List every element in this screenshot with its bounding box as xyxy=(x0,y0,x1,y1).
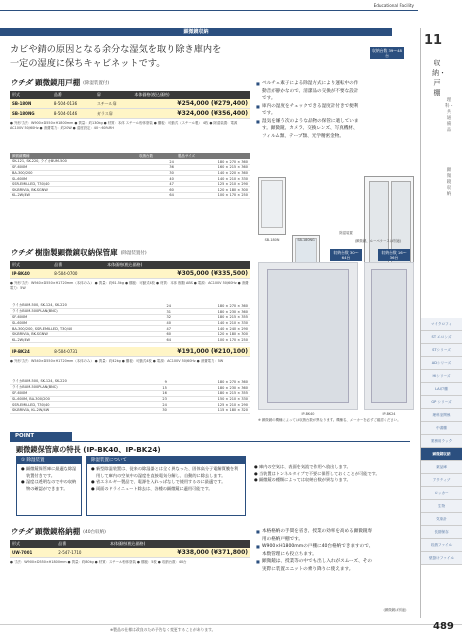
model-cell: SSR-EMILLED, T30/40 xyxy=(10,181,137,187)
product-1-notes: ● 外形寸法：W900×D550×H1800mm ● 質量：約130kg ● 材質：本体 スチール粉体塗装 ● 棚板：可動式（スチール製） 4枚 ● 除湿装置：電源 AC100V 50/60Hz ● 消費電力：約20W ● 湿度設定：40～60%RH xyxy=(10,121,238,130)
section-label: Educational Facility xyxy=(373,3,414,8)
product-3-subtitle: (40台収納) xyxy=(83,529,106,535)
model-cell: SK-BRIVIA, BK-SGNW xyxy=(10,331,154,337)
model-cell: KL-2W/4W xyxy=(10,337,154,343)
column-header: 顕微鏡機種 xyxy=(10,153,137,159)
count-cell: 47 xyxy=(154,326,173,332)
size-cell: 125 × 210 × 290 xyxy=(169,402,250,408)
size-cell: 120 × 180 × 300 xyxy=(176,187,250,193)
size-cell: 150 × 210 × 330 xyxy=(169,396,250,402)
point-col-3-text xyxy=(250,462,410,516)
headline-line-2: 一定の湿度に保ちキャビネットです。 xyxy=(10,58,166,69)
product-1 xyxy=(10,77,250,199)
rail-tab[interactable]: 長期保存 xyxy=(421,526,462,539)
size-cell: 140 × 220 × 360 xyxy=(176,170,250,176)
product-1-price-table xyxy=(10,91,250,119)
brand-logo: ウチダ xyxy=(10,527,33,536)
rail-tab[interactable]: 業務用ラック xyxy=(421,435,462,448)
product-1-subtitle: (除湿装置付) xyxy=(83,80,110,86)
chapter-sub-1: 理科・共通備品 xyxy=(445,98,454,133)
rail-tab[interactable]: LAI戸棚 xyxy=(421,383,462,396)
model-cell: ライカBUM-500PLAN(BNC) xyxy=(10,309,154,315)
product-2a-row xyxy=(10,269,250,279)
page-number: 489 xyxy=(433,621,454,632)
size-cell: 180 × 270 × 360 xyxy=(169,379,250,385)
brand-logo: ウチダ xyxy=(10,248,33,257)
model-cell: IP-BK24 xyxy=(10,347,52,357)
count-cell: 64 xyxy=(154,337,173,343)
column-header: 扉 xyxy=(95,91,133,99)
rail-tab[interactable]: ST エロンズ xyxy=(421,331,462,344)
caption-ipbk40: IP-BK40 xyxy=(301,412,315,416)
feature-item: ● 両面のドライニュート除去は、各種の顕微鏡に適用可能です。 xyxy=(91,485,213,491)
point-col-2-head: 除湿装置について xyxy=(87,457,245,464)
count-cell: 9 xyxy=(149,379,169,385)
product-1-title-row xyxy=(10,77,250,88)
column-header: 形式 xyxy=(10,91,52,99)
model-cell: KL-2W/4W xyxy=(10,193,137,199)
product-2a-capacity-badge: 収納台数 30～64台 xyxy=(330,249,362,261)
column-header: 品番 xyxy=(52,91,95,99)
rail-tab[interactable]: ロッカー xyxy=(421,487,462,500)
size-cell: 100 × 170 × 250 xyxy=(176,193,250,199)
count-cell: 23 xyxy=(149,396,169,402)
product-2b-capacity-badge: 収納台数 16～36台 xyxy=(378,249,410,261)
chapter-sub-2: 顕微鏡収納 xyxy=(446,168,452,197)
rail-tab[interactable]: HIシリーズ xyxy=(421,370,462,383)
product-1-title: 顕微鏡用戸棚 xyxy=(35,78,81,87)
count-cell: 64 xyxy=(137,193,176,199)
rail-tab[interactable]: 壁掛けファイル xyxy=(421,552,462,565)
size-cell: 140 × 210 × 330 xyxy=(173,320,250,326)
rail-tab[interactable]: 生物 xyxy=(421,500,462,513)
model-cell: BA-300/200, SSR-EMILLED, T30/40 xyxy=(10,326,154,332)
model-cell: SL-600M xyxy=(10,176,137,182)
model-cell: SSR-EMILLED, T30/40 xyxy=(10,402,149,408)
product-2-image-note: ※ 顕微鏡の機種によっては収納台数が異なります。機種名、メーカーを必ずご確認ください。 xyxy=(258,418,401,422)
product-2b-row xyxy=(10,347,250,357)
header-rule xyxy=(0,10,418,11)
size-cell: 115 × 180 × 320 xyxy=(169,407,250,413)
rail-tab[interactable]: 収納ファイル xyxy=(421,539,462,552)
column-header: 品番 xyxy=(52,261,105,269)
product-2b-capacity-table xyxy=(10,379,250,413)
product-2-subtitle: (除湿装置付) xyxy=(120,250,147,256)
size-cell: 180 × 270 × 360 xyxy=(176,159,250,165)
product-2b-image xyxy=(364,262,414,410)
product-3-row xyxy=(10,548,250,558)
count-cell: 16 xyxy=(149,391,169,397)
model-cell: UW-7001 xyxy=(10,548,56,558)
rail-tab[interactable]: マイクロフィ xyxy=(421,318,462,331)
column-header: 形式 xyxy=(10,261,52,269)
rail-tab[interactable]: 薬品庫 xyxy=(421,461,462,474)
footer-note: ※製品の仕様は改良のため予告なく変更することがあります。 xyxy=(110,627,216,632)
code-cell: 8-504-0146 xyxy=(52,109,95,119)
headline-line-1: カビや錆の原因となる余分な湿気を取り除き庫内を xyxy=(10,44,222,55)
model-cell: SB-180NG xyxy=(10,109,52,119)
model-cell: ライカBUM-500PLAN(BNC) xyxy=(10,385,149,391)
model-cell: SF-600M xyxy=(10,315,154,321)
rail-tab[interactable]: アクティブ xyxy=(421,474,462,487)
count-cell: 36 xyxy=(137,165,176,171)
price-cell: ¥254,000 (¥279,400) xyxy=(132,99,250,109)
list-item: ■ ベルチェ素子による除湿方式により運転中の作動音が静かなので、清潔品の交換が不要な設計です。 xyxy=(256,80,360,103)
product-3-price-table xyxy=(10,540,250,558)
feature-item: ● 庫内の空気は、表面を気流で作用へ放出します。 xyxy=(254,464,351,469)
category-bar: 顕微鏡収納 xyxy=(0,28,392,36)
code-cell: 8-504-0731 xyxy=(52,347,105,357)
cabinet-steel-image xyxy=(258,177,286,235)
brand-logo: ウチダ xyxy=(10,78,33,87)
chapter-title: 収納・戸棚 xyxy=(432,59,446,97)
feature-item: ● 当装置はトンネルタイプで不要に保管しておくことが可能です。 xyxy=(254,470,380,476)
footer-rule xyxy=(0,624,462,625)
list-item: ■ 顕微鏡は、授業等の中でも出し入れがスムーズ、その実際に装置ユニットの乗り降りに使えます。 xyxy=(256,558,374,573)
count-cell: 40 xyxy=(137,176,176,182)
rail-tab[interactable]: STシリーズ xyxy=(421,344,462,357)
point-col-1 xyxy=(16,456,82,516)
size-cell: 180 × 215 × 355 xyxy=(169,391,250,397)
product-3-notes: ● 寸法：W900×D550×H1800mm ● 質量：約80kg ● 材質：スチール粉体塗装 ● 棚板：5枚 ● 収納台数：40台 xyxy=(10,560,187,564)
price-cell: ¥324,000 (¥356,400) xyxy=(132,109,250,119)
count-cell: 60 xyxy=(137,187,176,193)
count-cell: 24 xyxy=(154,303,173,309)
rail-tab[interactable]: 気象計 xyxy=(421,513,462,526)
size-cell: 180 × 270 × 360 xyxy=(173,303,250,309)
count-cell: 15 xyxy=(149,385,169,391)
feature-item: ● 顕微鏡保管庫に最適な除湿装置付きです。 xyxy=(21,466,77,478)
table-row xyxy=(10,193,250,199)
caption-dehumidifier: 除湿装置 xyxy=(339,231,353,235)
rail-tab[interactable]: 理科室関係 xyxy=(421,409,462,422)
feature-item: ● 顕微鏡の種類によっては収納台数が異なります。 xyxy=(254,477,351,482)
product-1-features xyxy=(256,80,360,140)
price-cell: ¥338,000 (¥371,800) xyxy=(108,548,250,558)
point-rule xyxy=(10,441,410,442)
table-row xyxy=(10,109,250,119)
code-cell: 2-547-1710 xyxy=(56,548,108,558)
product-3-title-row xyxy=(10,526,250,537)
count-cell: 40 xyxy=(154,320,173,326)
count-cell: 24 xyxy=(137,159,176,165)
point-title: 顕微鏡保管庫の特長 (IP-BK40、IP-BK24) xyxy=(16,445,161,454)
product-3-features xyxy=(256,528,374,608)
code-cell: 8-504-0700 xyxy=(52,269,105,279)
model-cell: SK-BRIVIA, KL-2W/4W xyxy=(10,407,149,413)
table-row xyxy=(10,337,250,343)
product-3-title: 顕微鏡格納棚 xyxy=(35,527,81,536)
size-cell: 140 × 210 × 330 xyxy=(176,176,250,182)
model-cell: SB-180N xyxy=(10,99,52,109)
product-2b-price-table xyxy=(10,347,250,357)
page-headline xyxy=(10,43,275,71)
caption-product-1-note: (顕微鏡、ルーペケースは別途) xyxy=(354,239,402,243)
column-header: 品番 xyxy=(56,540,108,548)
rail-tab[interactable]: 顕微鏡収納 xyxy=(421,448,462,461)
feature-item: ● 湿度は透明なので中の収納物の確認ができます。 xyxy=(21,479,77,491)
door-cell: ガラス扉 xyxy=(95,109,133,119)
size-cell: 100 × 170 × 250 xyxy=(173,337,250,343)
size-cell: 140 × 240 × 290 xyxy=(173,326,250,332)
count-cell: 30 xyxy=(149,407,169,413)
price-cell: ¥191,000 (¥210,100) xyxy=(105,347,250,357)
door-cell: スチール扉 xyxy=(95,99,133,109)
model-cell: ライカBUM-500, SK-124, SK-220 xyxy=(10,303,154,309)
point-col-1-head: ① 除湿装置 xyxy=(17,457,81,464)
point-label: POINT xyxy=(10,432,72,441)
price-cell: ¥305,000 (¥335,500) xyxy=(105,269,250,279)
size-cell: 180 × 230 × 360 xyxy=(173,309,250,315)
product-2a-notes: ● 外形寸法：W940×D550×H1720mm（本体のみ） ● 質量：約61.5kg ● 棚板：可動式4枚 ● 材質：本体 樹脂 ABS ● 電源：AC100V 50/60Hz ● 消費電力：5W xyxy=(10,281,249,290)
column-header: 製品サイズ xyxy=(176,153,250,159)
model-cell: SK-121, SK-220, ライカBUM-500 xyxy=(10,159,137,165)
model-cell: SF-600M xyxy=(10,165,137,171)
column-header: 本体価格(税込価格) xyxy=(105,261,250,269)
feature-item: ● 新型除湿装置は、従来の除湿器とは全く異なった、固体高分子電解質膜を利用して庫内の空気中の湿度を直接電気分解し、自動的に除去します。 xyxy=(91,466,239,478)
count-cell: 47 xyxy=(137,181,176,187)
caption-sb180ng: SB-180NG xyxy=(297,238,315,242)
caption-ipbk24: IP-BK24 xyxy=(382,412,396,416)
size-cell: 180 × 215 × 355 xyxy=(173,315,250,321)
code-cell: 8-504-0136 xyxy=(52,99,95,109)
column-header: 収納台数 xyxy=(137,153,176,159)
count-cell: 24 xyxy=(149,402,169,408)
point-col-2-text xyxy=(87,464,245,494)
table-row xyxy=(10,99,250,109)
chapter-number: 11 xyxy=(424,33,443,48)
model-cell: BA-300/200 xyxy=(10,170,137,176)
product-2a-price-table xyxy=(10,261,250,279)
point-col-1-text xyxy=(17,464,81,494)
rail-tab-list xyxy=(421,318,462,565)
point-col-2 xyxy=(86,456,246,516)
size-cell: 160 × 215 × 360 xyxy=(176,165,250,171)
model-cell: IP-BK40 xyxy=(10,269,52,279)
product-2 xyxy=(10,247,250,414)
model-cell: SK-BRIVIA, BK-SGNW xyxy=(10,187,137,193)
product-2-title-row xyxy=(10,247,250,258)
count-cell: 31 xyxy=(154,309,173,315)
product-3 xyxy=(10,526,250,590)
model-cell: SL-600M, BA-300/200 xyxy=(10,396,149,402)
column-header: 本体価格(税込価格) xyxy=(132,91,250,99)
product-2b-notes: ● 外形寸法：W540×D550×H1720mm（本体のみ） ● 質量：約42kg ● 棚板：可動式4枚 ● 電源：AC100V 50/60Hz ● 消費電力：5W xyxy=(10,359,224,364)
list-item: ■ 本格格納の手間を省き、授業の効率を高める顕微鏡専用の格納戸棚です。 xyxy=(256,528,374,543)
size-cell: 120 × 180 × 300 xyxy=(173,331,250,337)
product-2a-image xyxy=(258,262,358,410)
size-cell: 180 × 230 × 360 xyxy=(169,385,250,391)
model-cell: SF-600M xyxy=(10,391,149,397)
caption-sb180n: SB-180N xyxy=(264,238,280,242)
list-item: ■ W900×H1800mmの戸棚に40台格納できますので、本数管理にも役立ちます。 xyxy=(256,543,374,558)
column-header: 形式 xyxy=(10,540,56,548)
rail-tab[interactable]: GP シリーズ xyxy=(421,396,462,409)
feature-item: ● 省エネルギー製品で、電源を入れっぱなしで使用するのに最適です。 xyxy=(91,479,226,484)
product-2a-capacity-table xyxy=(10,303,250,343)
rail-tab[interactable]: 中書棚 xyxy=(421,422,462,435)
size-cell: 125 × 210 × 290 xyxy=(176,181,250,187)
list-item: ■ 庫内の湿度をチェックできる湿度計付きで便利です。 xyxy=(256,103,360,118)
count-cell: 30 xyxy=(137,170,176,176)
rail-tab[interactable]: ADシリーズ xyxy=(421,357,462,370)
count-cell: 60 xyxy=(154,331,173,337)
product-1-capacity-table xyxy=(10,153,250,199)
table-row xyxy=(10,407,250,413)
product-1-capacity-badge: 収納台数 39～48台 xyxy=(370,47,404,59)
product-2-title: 樹脂製顕微鏡収納保管庫 xyxy=(35,248,118,257)
list-item: ■ 湿気を嫌う次のような品物の保管に適しています。顕微鏡、カメラ、交換レンズ、写真機材、フィルム類、テープ類、光学精密金物。 xyxy=(256,118,360,141)
count-cell: 32 xyxy=(154,315,173,321)
model-cell: ライカBUM-500, SK-124, SK-220 xyxy=(10,379,149,385)
column-header: 本体価格(税込価格) xyxy=(108,540,250,548)
model-cell: SL-600M xyxy=(10,320,154,326)
caption-product-3: (顕微鏡は別途) xyxy=(383,608,407,612)
